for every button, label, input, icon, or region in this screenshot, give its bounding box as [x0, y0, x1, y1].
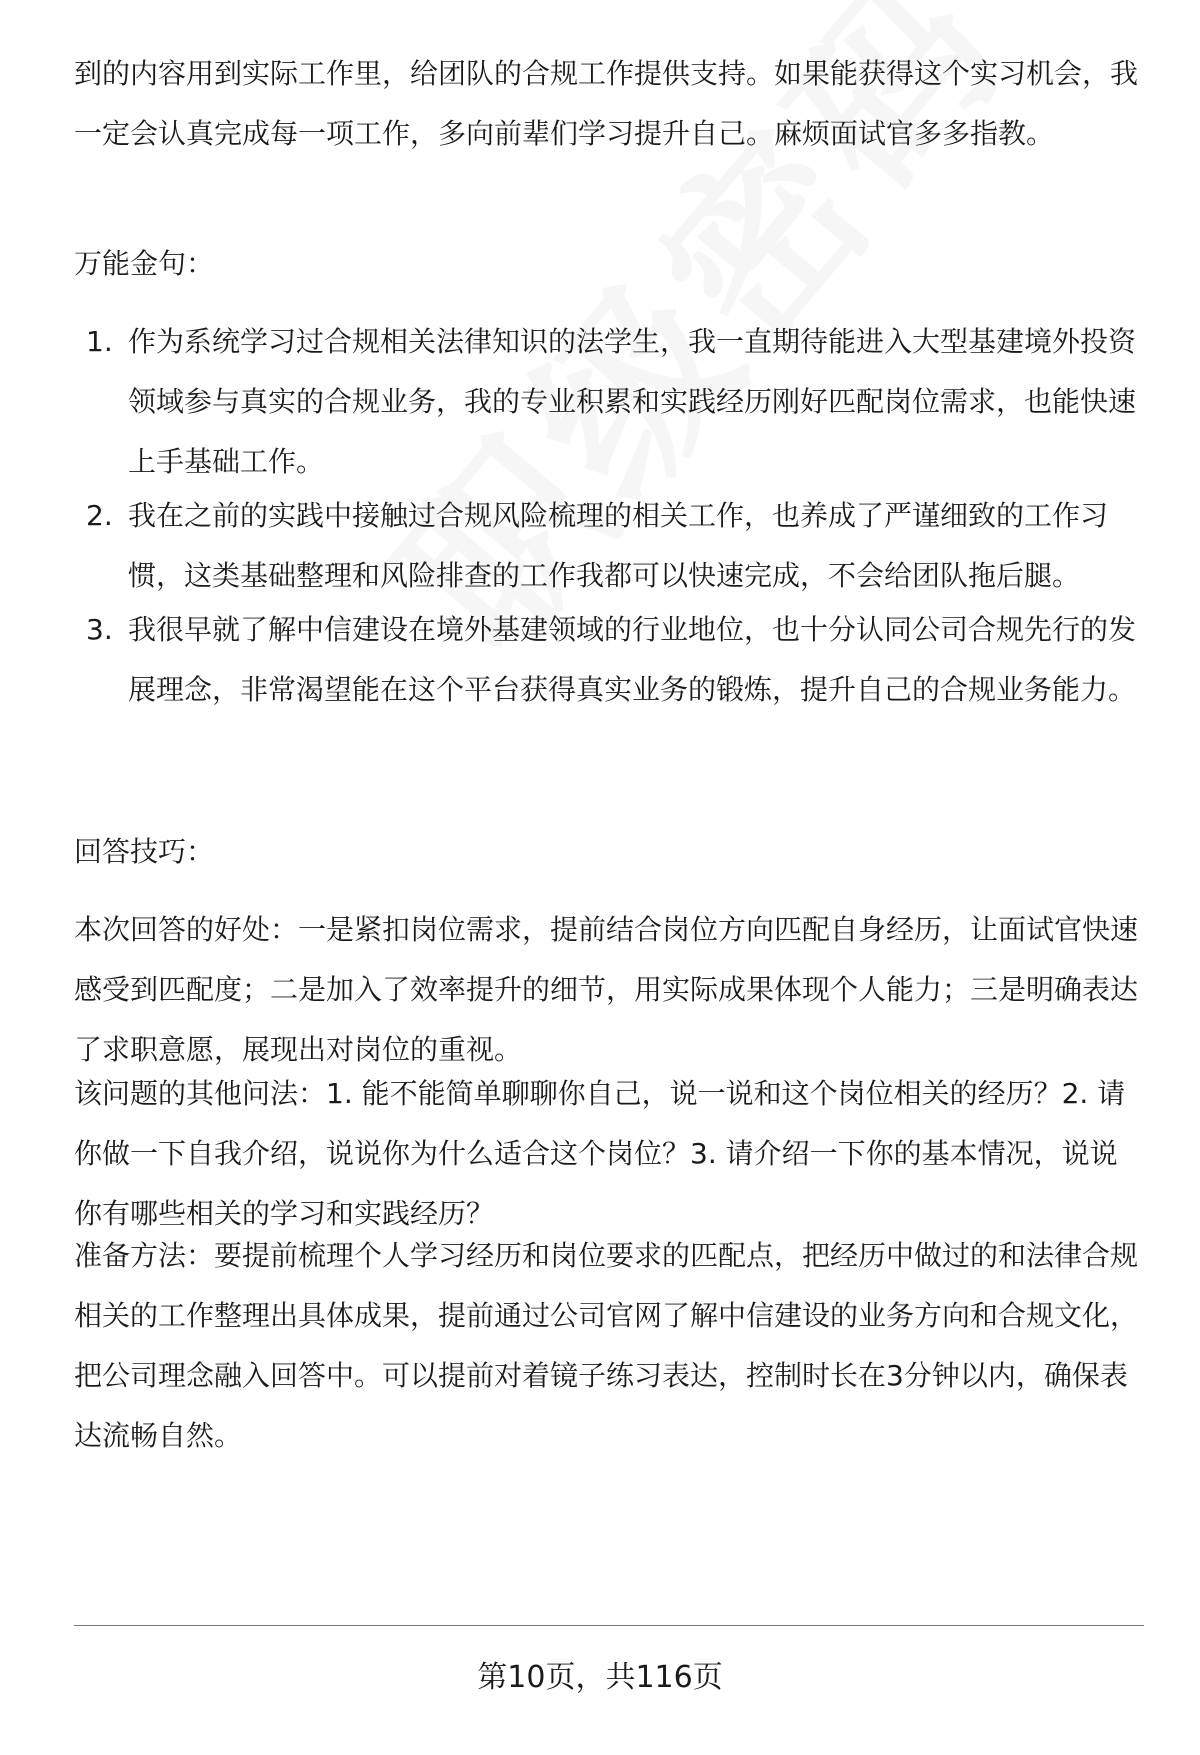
page-number: 第10页，共116页 [477, 1660, 723, 1695]
golden-sentences-heading: 万能金句： [74, 247, 215, 280]
list-item [74, 312, 1144, 492]
list-item-text: 我在之前的实践中接触过合规风险梳理的相关工作，也养成了严谨细致的工作习惯，这类基础整理和风险排查的工作我都可以快速完成，不会给团队拖后腿。 [128, 499, 1109, 592]
intro-continuation-paragraph: 到的内容用到实际工作里，给团队的合规工作提供支持。如果能获得这个实习机会，我一定会认真完成每一项工作，多向前辈们学习提升自己。麻烦面试官多多指教。 [74, 57, 1139, 150]
list-item-number: 1. [86, 325, 113, 358]
list-item [74, 486, 1144, 606]
list-item-number: 2. [86, 499, 113, 532]
list-item [74, 600, 1144, 720]
answer-tips-heading: 回答技巧： [74, 835, 215, 868]
list-item-number: 3. [86, 613, 113, 646]
answer-benefits-paragraph: 本次回答的好处：一是紧扣岗位需求，提前结合岗位方向匹配自身经历，让面试官快速感受到匹配度；二是加入了效率提升的细节，用实际成果体现个人能力；三是明确表达了求职意愿，展现出对岗位的重视。 [74, 913, 1139, 1066]
golden-sentences-list [74, 312, 1144, 720]
other-questions-paragraph: 该问题的其他问法：1. 能不能简单聊聊你自己，说一说和这个岗位相关的经历？2. 请你做一下自我介绍，说说你为什么适合这个岗位？3. 请介绍一下你的基本情况，说说你有哪些相关的学习和实践经历？ [74, 1077, 1126, 1230]
preparation-paragraph: 准备方法：要提前梳理个人学习经历和岗位要求的匹配点，把经历中做过的和法律合规相关的工作整理出具体成果，提前通过公司官网了解中信建设的业务方向和合规文化，把公司理念融入回答中。可以提前对着镜子练习表达，控制时长在3分钟以内，确保表达流畅自然。 [74, 1239, 1139, 1452]
footer-divider [74, 1625, 1144, 1626]
list-item-text: 作为系统学习过合规相关法律知识的法学生，我一直期待能进入大型基建境外投资领域参与真实的合规业务，我的专业积累和实践经历刚好匹配岗位需求，也能快速上手基础工作。 [128, 325, 1137, 478]
list-item-text: 我很早就了解中信建设在境外基建领域的行业地位，也十分认同公司合规先行的发展理念，非常渴望能在这个平台获得真实业务的锻炼，提升自己的合规业务能力。 [128, 613, 1137, 706]
